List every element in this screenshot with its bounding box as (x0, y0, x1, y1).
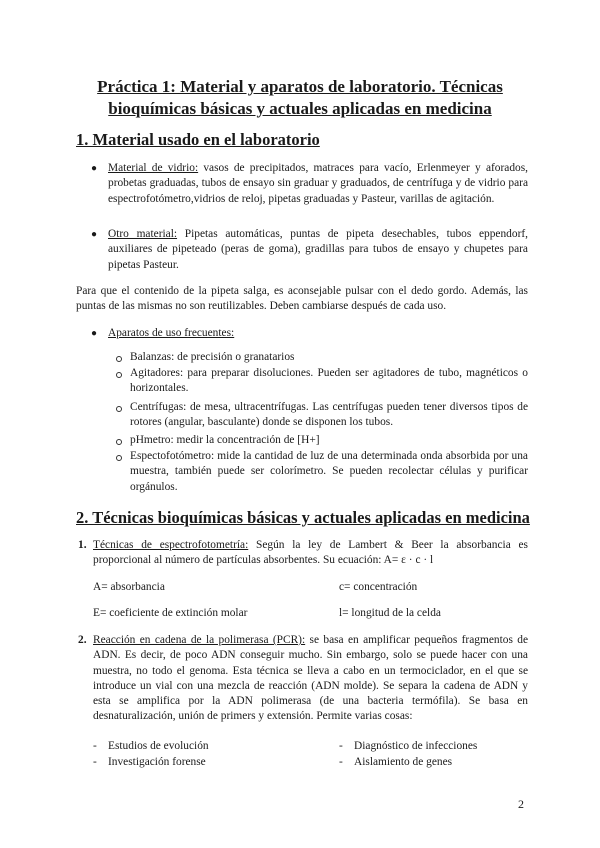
use-item: Investigación forense (108, 756, 206, 768)
definition-l: l= longitud de la celda (339, 607, 441, 619)
definition-a: A= absorbancia (93, 581, 165, 593)
bullet-icon: ● (91, 328, 98, 339)
circle-bullet-icon (116, 406, 122, 412)
item-text: Pipetas automáticas, puntas de pipeta desechables, tubos eppendorf, auxiliares de pipeteado (peras de goma), gradillas para tubos de ensayo y chupetes para pipetas Pasteur. (108, 228, 529, 271)
circle-bullet-icon (116, 455, 122, 461)
circle-bullet-icon (116, 356, 122, 362)
section-1-heading: 1. Material usado en el laboratorio (76, 130, 320, 149)
page-number: 2 (518, 797, 524, 811)
aparato-item: Agitadores: para preparar disoluciones. Pueden ser agitadores de tubo, magnéticos o horizontales. (130, 367, 528, 395)
dash-bullet: - (93, 740, 97, 752)
definition-c: c= concentración (339, 581, 418, 593)
dash-bullet: - (339, 756, 343, 768)
list-item-material-vidrio (108, 161, 528, 207)
item-label: Otro material: (108, 228, 178, 240)
title-line-1: Práctica 1: Material y aparatos de laboratorio. Técnicas (97, 77, 503, 96)
item-number: 1. (78, 539, 87, 551)
dash-bullet: - (339, 740, 343, 752)
item-label: Material de vidrio: (108, 162, 199, 174)
circle-bullet-icon (116, 439, 122, 445)
use-item: Diagnóstico de infecciones (354, 740, 478, 752)
item-number: 2. (78, 634, 87, 646)
dash-bullet: - (93, 756, 97, 768)
aparato-item: Espectofotómetro: mide la cantidad de luz de una determinada onda absorbida por una muestra, también puede ser colorímetro. Se pueden recolectar células y purificar orgánulos. (130, 450, 528, 493)
pcr-text: Reacción en cadena de la polimerasa (PCR): se basa en amplificar pequeños fragmentos de ADN. Es decir, de poco ADN conseguir mucho. Sin embargo, solo se puede hacer con una muestra, no todo el genoma. Esta técnica se lleva a cabo en un termociclador, en el que se introduce un vial con una mezcla de reacción (ADN molde). Se separa la cadena de ADN y esta se amplifica por la ADN polimerasa (de una bacteria termófila). Se basa en desnaturalización, unión de primers y extensión. Permite varias cosas: (93, 634, 528, 723)
aparato-item: Balanzas: de precisión o granatarios (130, 351, 295, 363)
use-item: Estudios de evolución (108, 740, 209, 752)
section-2-heading: 2. Técnicas bioquímicas básicas y actuales aplicadas en medicina (76, 508, 530, 527)
title-line-2: bioquímicas básicas y actuales aplicadas en medicina (108, 99, 492, 118)
paragraph-pipeta: Para que el contenido de la pipeta salga, es aconsejable pulsar con el dedo gordo. Además, las puntas de las mismas no son reutilizables. Deben cambiarse después de cada uso. (76, 285, 528, 313)
list-item-otro-material (108, 227, 528, 273)
document-title (70, 76, 530, 120)
use-item: Aislamiento de genes (354, 756, 453, 768)
item-text: vasos de precipitados, matraces para vacío, Erlenmeyer y aforados, probetas graduadas, tubos de ensayo sin graduar y graduados, de centrífuga y de vidrio para espectrofotómetro,vidrios de reloj, pipetas graduadas y Pasteur, varillas de agitación. (108, 162, 529, 205)
bullet-icon: ● (91, 163, 98, 174)
bullet-icon: ● (91, 229, 98, 240)
espectrofotometria-text: Técnicas de espectrofotometría: Según la ley de Lambert & Beer la absorbancia es proporcional al número de partículas absorbentes. Su ecuación: A= ε · c · l (93, 539, 528, 567)
circle-bullet-icon (116, 372, 122, 378)
definition-e: E= coeficiente de extinción molar (93, 607, 248, 619)
aparato-item: pHmetro: medir la concentración de [H+] (130, 434, 320, 446)
aparatos-label: Aparatos de uso frecuentes: (108, 327, 235, 339)
aparato-item: Centrífugas: de mesa, ultracentrífugas. Las centrífugas pueden tener diversos tipos de rotores (angular, basculante) donde se disponen los tubos. (130, 401, 528, 429)
